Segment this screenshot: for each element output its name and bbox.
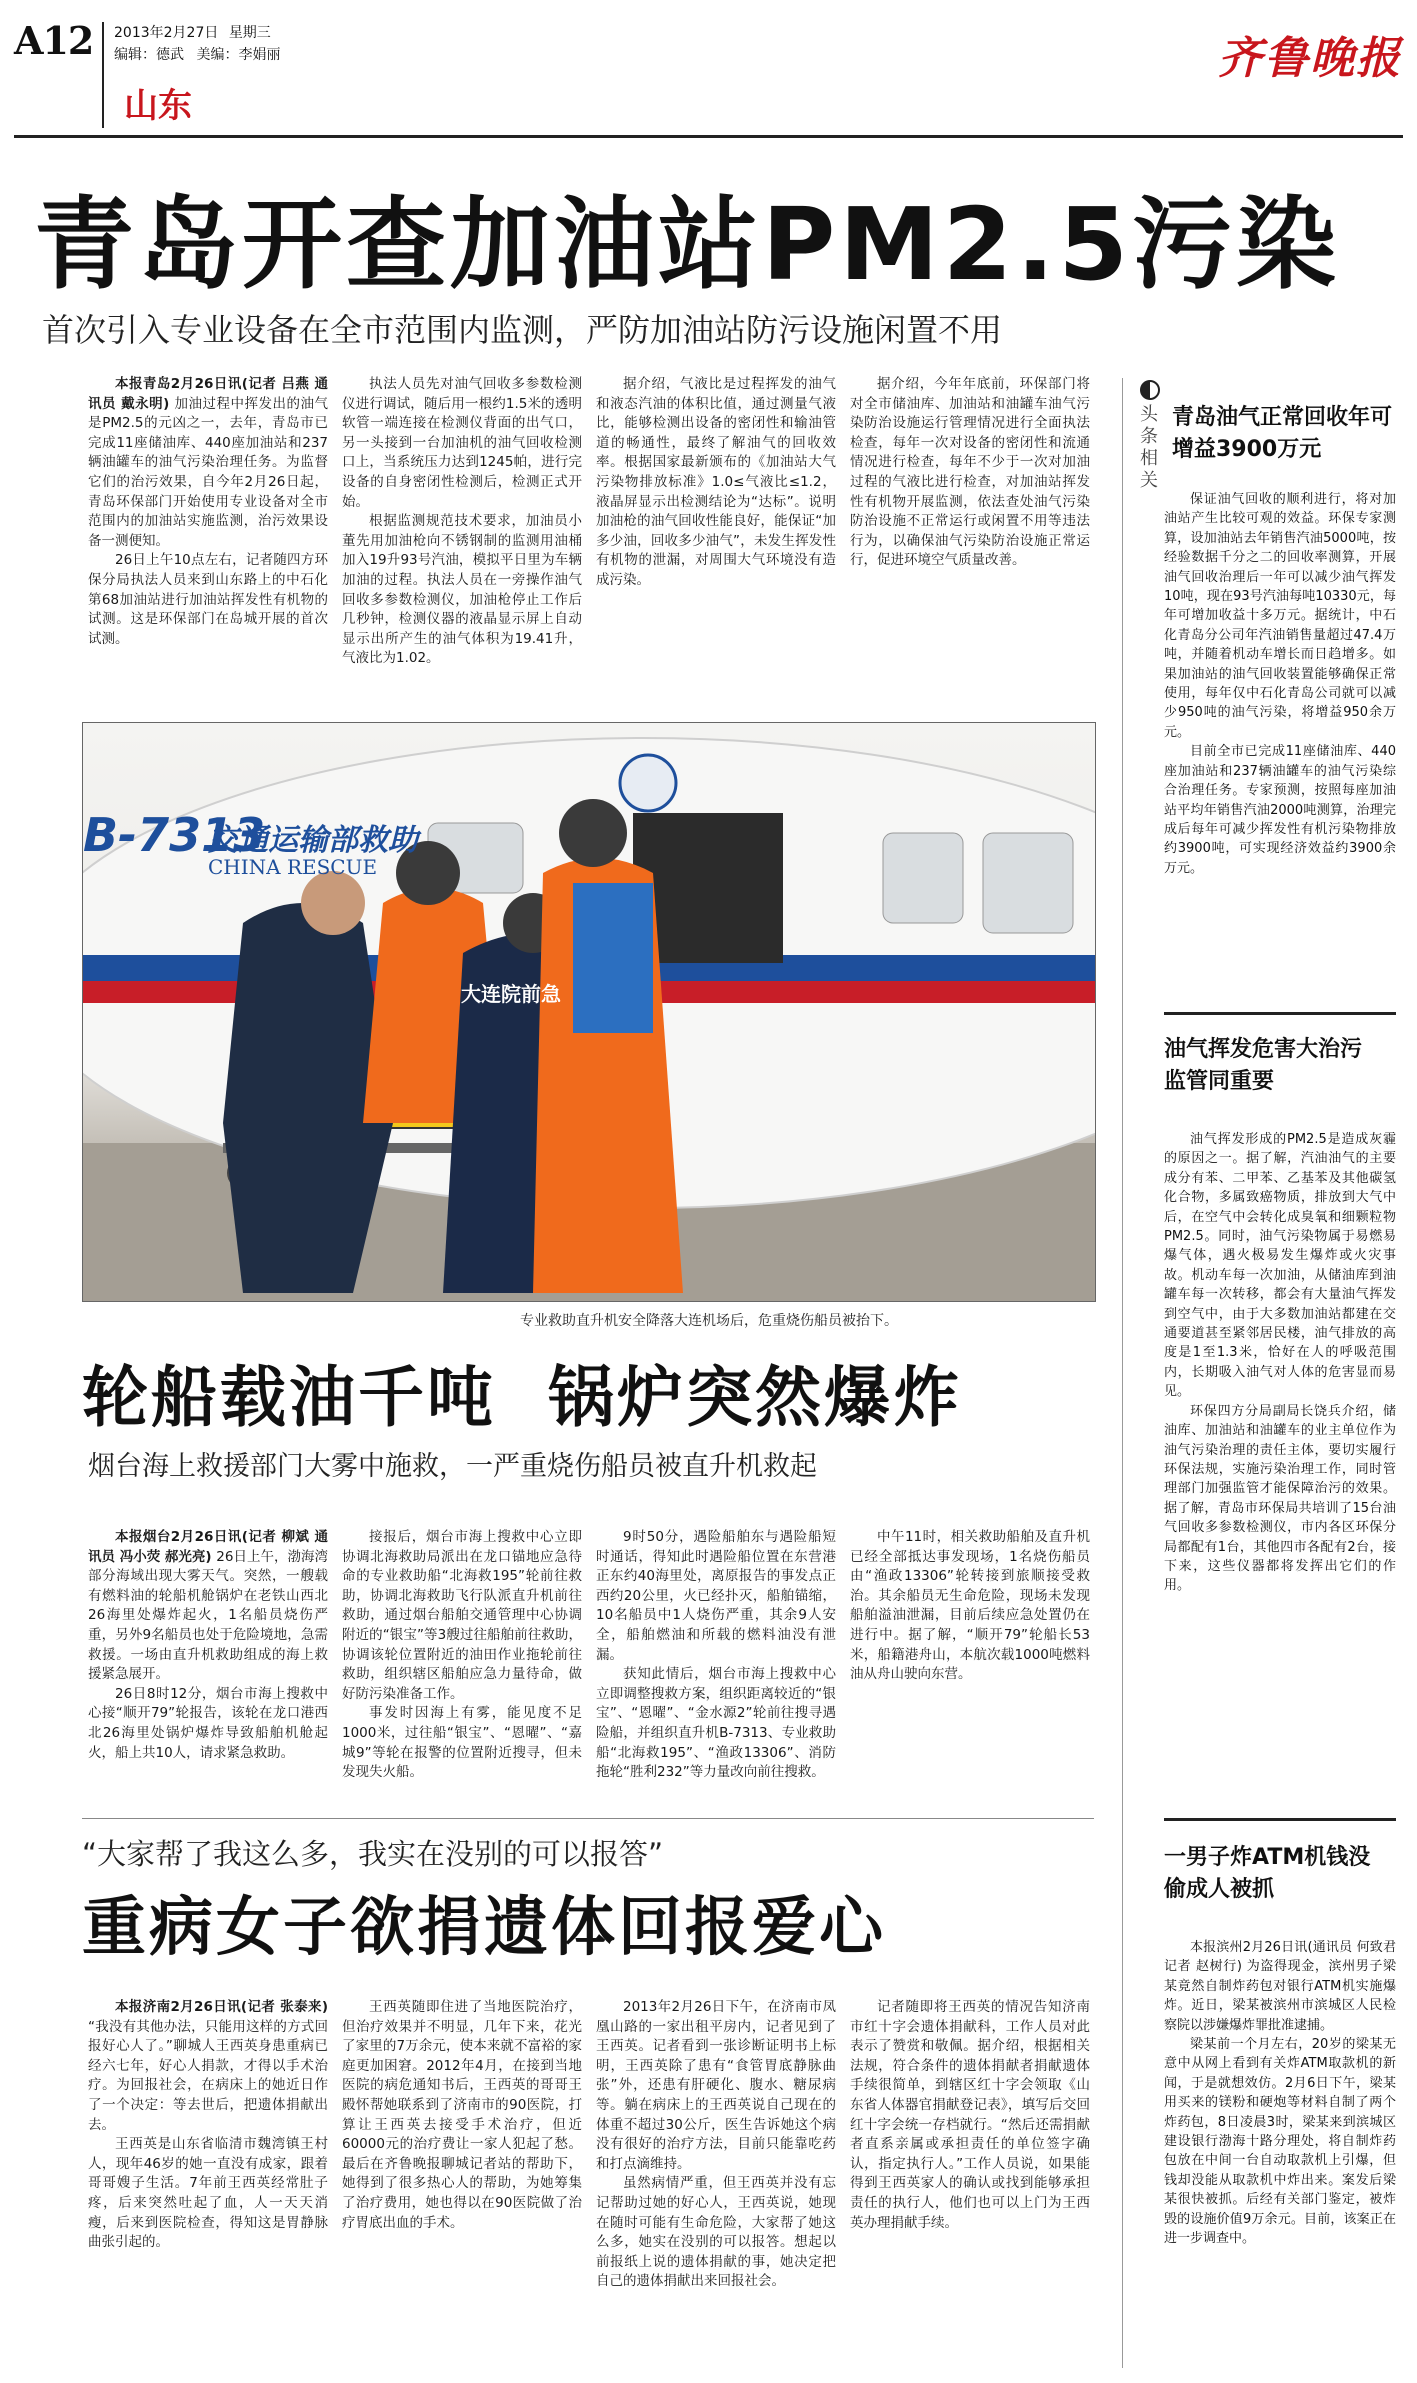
photo-caption: 专业救助直升机安全降落大连机场后，危重烧伤船员被抬下。 [520,1313,898,1329]
story1-dateline [88,375,328,551]
story1-headline: 青岛开查加油站PM2.5污染 [34,186,1340,303]
story3-paragraph-2: 王西英是山东省临清市魏湾镇王村人，现年46岁的她一直没有成家，跟着哥哥嫂子生活。7年前王西英经常肚子疼，后来突然吐起了血，人一天天消瘦，后来到医院检查，得知这是胃静脉曲张引起的。 [88,2136,328,2251]
story3-paragraph-3: 王西英随即住进了当地医院治疗，但治疗效果并不明显，几年下来，花光了家里的7万余元，使本来就不富裕的家庭更加困窘。2012年4月，在接到当地医院的病危通知书后，王西英的哥哥王殿怀帮她联系到了济南市的90医院，打算让王西英去接受手术治疗，但近60000元的治疗费让一家人犯起了愁。最后在齐鲁晚报聊城记者站的帮助下，她得到了很多热心人的帮助，为她筹集了治疗费用，她也得以在90医院做了治疗胃底出血的手术。 [342,1999,582,2231]
story3-col-4 [850,1998,1090,2368]
story2-dateline-text: 本报烟台2月26日讯(记者 柳斌 通讯员 冯小荧 郝光亮) [88,1529,328,1565]
story2-col-4 [850,1528,1090,1804]
vest-text: 大连院前急 [461,982,561,1006]
masthead-divider [102,22,104,128]
story2-subhead: 烟台海上救援部门大雾中施救，一严重烧伤船员被直升机救起 [88,1451,817,1482]
heli-window-3 [983,833,1073,933]
story2-paragraph-2: 26日8时12分，烟台市海上搜救中心接“顺开79”轮报告，该轮在龙口港西北26海里处锅炉爆炸导致船舶机舱起火，船上共10人，请求紧急救助。 [88,1685,328,1761]
sidebar-item-1-para-1: 保证油气回收的顺利进行，将对加油站产生比较可观的效益。环保专家测算，设加油站去年销售汽油5000吨，按经验数据千分之二的回收率测算，开展油气回收治理后一年可以减少油气挥发10吨，现在93号汽油每吨10330元，每年可增加收益十多万元。据统计，中石化青岛分公司年汽油销售量超过47.4万吨，并随着机动车增长而日趋增多。如果加油站的油气回收装置能够确保正常使用，每年仅中石化青岛公司就可以减少950吨的油气污染，将增益950余万元。 [1164,492,1396,740]
story1-col-3 [596,375,836,695]
story3-headline: 重病女子欲捐遗体回报爱心 [82,1891,886,1965]
story3-paragraph-4: 2013年2月26日下午，在济南市凤凰山路的一家出租平房内，记者见到了王西英。记者看到一张诊断证明书上标明，王西英除了患有“食管胃底静脉曲张”外，还患有肝硬化、腹水、糖尿病等。躺在病床上的王西英说自己现在的体重不超过30公斤，医生告诉她这个病没有很好的治疗方法，目前只能靠吃药和打点滴维持。 [596,1999,836,2172]
story1-col-4 [850,375,1090,695]
section-name: 山东 [124,86,192,126]
rescuer-left-head [301,871,365,935]
crew-helmet-2 [559,799,627,867]
story1-col-2 [342,375,582,695]
sidebar-tag-bullet-icon [1140,380,1160,400]
story2-paragraph-1: 26日上午，渤海湾部分海域出现大雾天气。突然，一艘载有燃料油的轮船机舱锅炉在老铁山西北26海里处爆炸起火，1名船员烧伤严重，另外9名船员也处于危险境地，急需救援。一场由直升机救助组成的海上救援紧急展开。 [88,1548,328,1683]
story2-bottom-rule [82,1818,1094,1819]
designer: 美编：李娟丽 [196,47,281,63]
story1-dateline-text: 本报青岛2月26日讯(记者 吕燕 通讯员 戴永明) [88,376,328,412]
sidebar-tag-text: 头条相关 [1140,404,1158,491]
story2-col-3 [596,1528,836,1804]
story2-col-1 [88,1528,328,1804]
story3-dateline [88,1998,328,2135]
story2-paragraph-3: 接报后，烟台市海上搜救中心立即协调北海救助局派出在龙口锚地应急待命的专业救助船“北海救195”轮前往救助，协调北海救助飞行队派直升机前往救助，通过烟台船舶交通管理中心协调附近的“银宝”等3艘过往船舶前往救助，协调该轮位置附近的油田作业拖轮前往救助，组织辖区船舶应急力量待命，做好防污染准备工作。 [342,1529,582,1702]
sidebar-item-2-body [1164,1130,1396,1810]
sidebar-item-1-body [1164,490,1396,998]
story3-dateline-text: 本报济南2月26日讯(记者 张泰来) [115,1999,328,2015]
masthead-rule [14,135,1403,138]
sidebar-rule-2 [1164,1818,1396,1821]
story1-col-1 [88,375,328,695]
story1-paragraph-4: 根据监测规范技术要求，加油员小董先用加油枪向不锈钢制的监测用油桶加入19升93号汽油，模拟平日里为车辆加油的过程。执法人员在一旁操作油气回收多参数检测仪，加油枪停止工作后几秒钟，检测仪器的液晶显示屏上自动显示出所产生的油气体积为19.41升，气液比为1.02。 [342,513,582,667]
story1-paragraph-6: 据介绍，今年年底前，环保部门将对全市储油库、加油站和油罐车油气污染防治设施运行管理情况进行全面执法检查，每年一次对设备的密闭性和流通情况进行检查，每年不少于一次对加油过程的气液比进行检查，对加油站挥发性有机物开展监测，依法查处油气污染防治设施不正常运行或闲置不用等违法行为，以确保油气污染防治设施正常运行，促进环境空气质量改善。 [850,376,1090,569]
sidebar-divider [1122,378,1123,2368]
sidebar-item-3-para-2: 梁某前一个月左右，20岁的梁某无意中从网上看到有关炸ATM取款机的新闻，于是就想效仿。2月6日下午，梁某用买来的镁粉和硬炮等材料自制了两个炸药包，8日凌晨3时，梁某来到滨城区建设银行渤海十路分理处，将自制炸药包放在中间一台自动取款机上引爆，但钱却没能从取款机中炸出来。案发后梁某很快被抓。后经有关部门鉴定，被炸毁的设施价值9万余元。目前，该案正在进一步调查中。 [1164,2037,1396,2247]
story2-paragraph-5: 9时50分，遇险船舶东与遇险船短时通话，得知此时遇险船位置在东营港正东约40海里处，离原报告的事发点正西约20公里，火已经扑灭，船舶锚缩，10名船员中1人烧伤严重，其余9人安全，船舶燃油和所载的燃料油没有泄漏。 [596,1529,836,1663]
story3-kicker: “大家帮了我这么多，我实在没别的可以报答” [82,1837,664,1871]
story2-paragraph-7: 中午11时，相关救助船舶及直升机已经全部抵达事发现场，1名烧伤船员由“渔政13306”轮转接到旅顺接受救治。其余船员无生命危险，现场未发现船舶溢油泄漏，目前后续应急处置仍在进行中。据了解，“顺开79”轮船长53米，船籍港舟山，本航次载1000吨燃料油从舟山驶向东营。 [850,1529,1090,1683]
issue-date-text: 2013年2月27日 [114,25,219,41]
issue-weekday: 星期三 [228,25,271,41]
story3-col-2 [342,1998,582,2368]
heli-fuselage-text-en: CHINA RESCUE [208,855,378,879]
heli-window-2 [883,833,963,923]
story3-paragraph-6: 记者随即将王西英的情况告知济南市红十字会遗体捐献科，工作人员对此表示了赞赏和敬佩。据介绍，根据相关法规，符合条件的遗体捐献者捐献遗体手续很简单，到辖区红十字会领取《山东省人体器官捐献登记表》，填写后交回红十字会统一存档就行。“然后还需捐献者直系亲属或承担责任的单位签字确认，指定执行人。”工作人员说，如果能得到王西英家人的确认或找到能够承担责任的执行人，他们也可以上门为王西英办理捐献手续。 [850,1999,1090,2231]
sidebar-item-2-para-1: 油气挥发形成的PM2.5是造成灰霾的原因之一。据了解，汽油油气的主要成分有苯、二甲苯、乙基苯及其他碳氢化合物，多属致癌物质，排放到大气中后，在空气中会转化成臭氧和细颗粒物PM2.5。同时，油气污染物属于易燃易爆气体，遇火极易发生爆炸或火灾事故。机动车每一次加油，从储油库到油罐车每一次转移，都会有大量油气挥发到空气中，由于大多数加油站都建在交通要道甚至紧邻居民楼，油气排放的高度是1至1.3米，恰好在人的呼吸范围内，长期吸入油气对人体的危害显而易见。 [1164,1132,1396,1400]
story1-paragraph-2: 26日上午10点左右，记者随四方环保分局执法人员来到山东路上的中石化第68加油站进行加油站挥发性有机物的试测。这是环保部门在岛城开展的首次试测。 [88,552,328,647]
page-number: A12 [14,18,94,63]
story2-headline: 轮船载油千吨 锅炉突然爆炸 [82,1359,962,1436]
newspaper-logo: 齐鲁晚报 [1218,33,1402,84]
story2-col-2 [342,1528,582,1804]
sidebar-tag [1140,380,1162,492]
story3-col-3 [596,1998,836,2368]
heli-fuselage-text: 交通运输部救助 [208,823,418,858]
story2-paragraph-6: 获知此情后，烟台市海上搜救中心立即调整搜救方案，组织距离较近的“银宝”、“恩曜”、“金水源2”轮前往搜寻遇险船，并组织直升机B-7313、专业救助船“北海救195”、“渔政13306”、消防拖轮“胜利232”等力量改向前往搜救。 [596,1666,836,1781]
story3-paragraph-5: 虽然病情严重，但王西英并没有忘记帮助过她的好心人，王西英说，她现在随时可能有生命危险，大家帮了她这么多，她实在没别的可以报答。想起以前报纸上说的遗体捐献的事，她决定把自己的遗体捐献出来回报社会。 [596,2175,836,2290]
story2-paragraph-4: 事发时因海上有雾，能见度不足1000米，过往船“银宝”、“恩曜”、“嘉城9”等轮在报警的位置附近搜寻，但未发现失火船。 [342,1705,582,1781]
sidebar-item-3-title: 一男子炸ATM机钱没偷成人被抓 [1164,1845,1371,1902]
heli-tail-number: B-7313 [83,808,266,862]
editor: 编辑：德武 [114,47,184,63]
sidebar-rule-1 [1164,1012,1396,1015]
sidebar-item-3-para-1: 本报滨州2月26日讯(通讯员 何致君 记者 赵树行) 为盗得现金，滨州男子梁某竟然自制炸药包对银行ATM机实施爆炸。近日，梁某被滨州市滨城区人民检察院以涉嫌爆炸罪批准逮捕。 [1164,1940,1396,2033]
story2-dateline [88,1528,328,1685]
story1-subhead: 首次引入专业设备在全市范围内监测，严防加油站防污设施闲置不用 [42,311,1003,349]
crew-vest-2 [573,883,653,1033]
story1-paragraph-1: 加油过程中挥发出的油气是PM2.5的元凶之一，去年，青岛市已完成11座储油库、440座加油站和237辆油罐车的油气污染治理任务。为监督它们的治污效果，自今年2月26日起，青岛环保部门开始使用专业设备对全市范围内的加油站实施监测，治污效果设备一测便知。 [88,395,328,549]
sidebar-item-1-para-2: 目前全市已完成11座储油库、440座加油站和237辆油罐车的油气污染综合治理任务。专家预测，按照每座加油站平均年销售汽油2000吨测算，治理完成后每年可减少挥发性有机污染物排放约3900吨，可实现经济效益约3900余万元。 [1164,744,1396,876]
editors-line [114,44,280,64]
sidebar-item-1-title: 青岛油气正常回收年可增益3900万元 [1172,405,1393,462]
issue-date [114,22,271,42]
rescue-photo [82,722,1096,1302]
story3-paragraph-1: “我没有其他办法，只能用这样的方式回报好心人了。”聊城人王西英身患重病已经六七年，好心人捐款，才得以手术治疗。为回报社会，在病床上的她近日作了一个决定：等去世后，把遗体捐献出去。 [88,2018,328,2133]
story3-col-1 [88,1998,328,2368]
sidebar-item-2-para-2: 环保四方分局副局长饶兵介绍，储油库、加油站和油罐车的业主单位作为油气污染治理的责任主体，要切实履行环保法规，实施污染治理工作，同时管理部门加强监管才能保障治污的效果。据了解，青岛市环保局共培训了15台油气回收多参数检测仪，市内各区环保分局都配有1台，其他四市各配有2台，接下来，这些仪器都将发挥出它们的作用。 [1164,1403,1396,1594]
story1-paragraph-3: 执法人员先对油气回收多参数检测仪进行调试，随后用一根约1.5米的透明软管一端连接在检测仪背面的出气口，另一头接到一台加油机的油气回收检测口上，当系统压力达到1245帕，进行完设备的自身密闭性检测后，检测正式开始。 [342,376,582,510]
sidebar-item-2-title: 油气挥发危害大治污监管同重要 [1164,1037,1363,1094]
sidebar-item-3-body [1164,1938,1396,2368]
story1-paragraph-5: 据介绍，气液比是过程挥发的油气和液态汽油的体积比值，通过测量气液比，能够检测出设备的密闭性和输油管道的畅通性，最终了解油气的回收效率。根据国家最新颁布的《加油站大气污染物排放标准》1.0≤气液比≤1.2，液晶屏显示出检测结论为“达标”。说明加油枪的油气回收性能良好，能保证“加多少油，回收多少油气”，未发生挥发性有机物的泄漏，对周围大气环境没有造成污染。 [596,376,836,588]
heli-emblem [620,755,676,811]
